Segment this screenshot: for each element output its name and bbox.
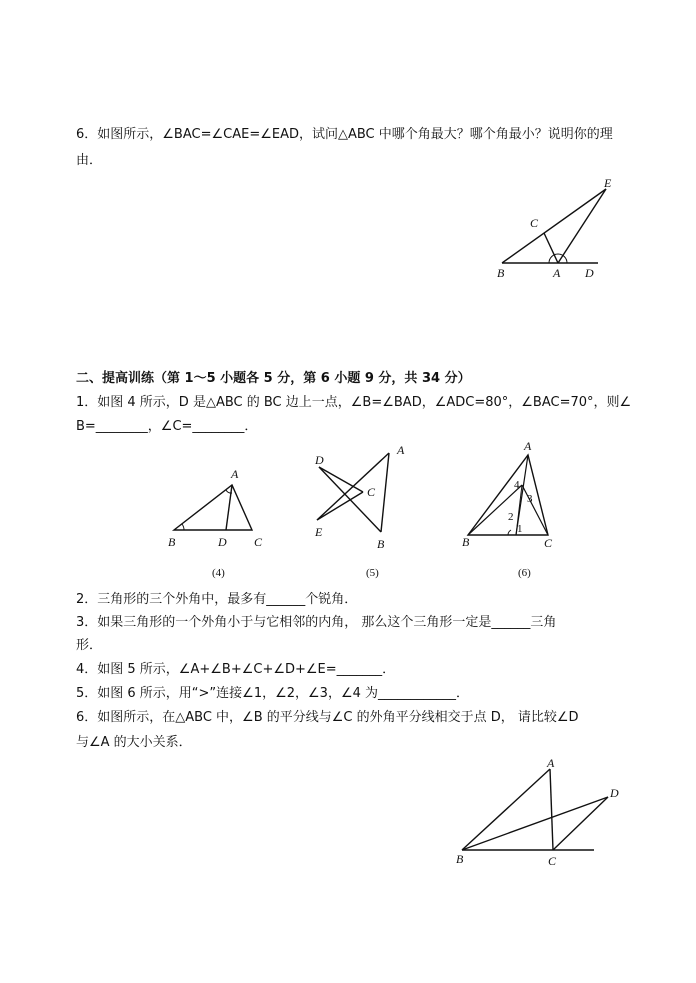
line-a-c <box>544 233 558 263</box>
label-1: 1 <box>517 523 523 535</box>
label-b: B <box>462 535 470 549</box>
q6-top-line1: 6．如图所示，∠BAC=∠CAE=∠EAD，试问△ABC 中哪个角最大？哪个角最小？说明你的理 <box>76 127 613 142</box>
q5: 5．如图 6 所示，用“>”连接∠1，∠2，∠3，∠4 为____________． <box>76 686 470 701</box>
figure-5 <box>305 440 415 555</box>
label-a: A <box>231 467 239 481</box>
line-a-c <box>550 769 553 850</box>
label-a: A <box>553 266 561 280</box>
label-c: C <box>548 854 557 868</box>
line-b-a <box>381 453 389 532</box>
figure-6 <box>456 440 576 555</box>
line-b-a <box>462 769 550 850</box>
label-b: B <box>456 852 464 866</box>
figure-4 <box>160 460 280 555</box>
label-d: D <box>218 535 227 549</box>
label-4: 4 <box>514 479 520 491</box>
q1-line1: 1．如图 4 所示，D 是△ABC 的 BC 边上一点，∠B=∠BAD，∠ADC=80°，∠BAC=70°，则∠ <box>76 395 632 410</box>
line-b-p <box>468 485 522 535</box>
line-b-d <box>462 797 608 850</box>
q3-line2: 形． <box>76 638 103 653</box>
q4: 4．如图 5 所示，∠A+∠B+∠C+∠D+∠E=_______． <box>76 662 396 677</box>
q1-line2: B=________，∠C=________． <box>76 419 258 434</box>
angle-mark <box>508 530 511 535</box>
label-a: A <box>397 443 405 457</box>
section2-heading: 二、提高训练（第 1～5 小题各 5 分，第 6 小题 9 分，共 34 分） <box>76 371 471 386</box>
label-c: C <box>530 216 539 230</box>
q2: 2．三角形的三个外角中，最多有______个锐角． <box>76 592 358 607</box>
label-a: A <box>524 440 532 453</box>
label-3: 3 <box>527 493 533 505</box>
q3-line1: 3．如果三角形的一个外角小于与它相邻的内角， 那么这个三角形一定是______三角 <box>76 615 557 630</box>
q6-line1: 6．如图所示，在△ABC 中，∠B 的平分线与∠C 的外角平分线相交于点 D， 请比较∠D <box>76 710 579 725</box>
label-d: D <box>585 266 594 280</box>
line-p-c <box>522 485 548 535</box>
label-c: C <box>367 485 376 499</box>
label-b: B <box>377 537 385 551</box>
label-e: E <box>315 525 323 539</box>
label-d: D <box>610 786 619 800</box>
q6-top-line2: 由． <box>76 153 103 168</box>
q6-line2: 与∠A 的大小关系． <box>76 735 192 750</box>
caption-4: (4) <box>212 567 225 579</box>
label-b: B <box>497 266 505 280</box>
figure-q6-top <box>490 175 620 285</box>
label-2: 2 <box>508 511 514 523</box>
line-b-e <box>502 189 606 263</box>
line-a-e <box>558 189 606 263</box>
triangle-abc <box>468 455 548 535</box>
label-c: C <box>544 536 553 550</box>
line-c-d <box>319 467 363 492</box>
angle-b-mark <box>182 524 184 530</box>
caption-6: (6) <box>518 567 531 579</box>
label-b: B <box>168 535 176 549</box>
caption-5: (5) <box>366 567 379 579</box>
triangle-abc <box>174 485 252 530</box>
label-d: D <box>315 453 324 467</box>
figure-bottom <box>448 755 628 875</box>
label-e: E <box>604 176 612 190</box>
line-c-d <box>553 797 608 850</box>
label-a: A <box>547 756 555 770</box>
label-c: C <box>254 535 263 549</box>
